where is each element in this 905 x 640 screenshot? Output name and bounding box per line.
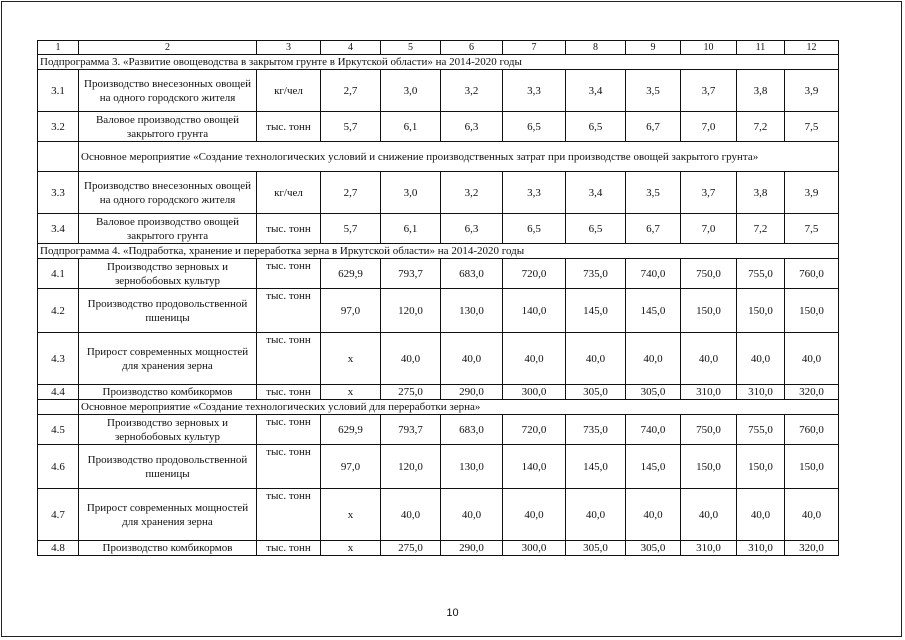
header-row [38, 41, 839, 55]
value-cell: 150,0 [785, 445, 839, 489]
row-number: 4.5 [38, 415, 79, 445]
unit-cell: тыс. тонн [257, 112, 321, 142]
value-cell: 720,0 [503, 259, 566, 289]
table-row [38, 172, 839, 214]
value-cell: 145,0 [566, 445, 626, 489]
indicator-name: Производство зерновых и зернобобовых культур [79, 259, 257, 289]
value-cell: 130,0 [441, 289, 503, 333]
value-cell: 7,2 [737, 112, 785, 142]
value-cell: 150,0 [737, 445, 785, 489]
header-cell: 4 [321, 41, 381, 55]
value-cell: 40,0 [681, 489, 737, 541]
value-cell: 7,5 [785, 214, 839, 244]
value-cell: 6,1 [381, 214, 441, 244]
value-cell: 720,0 [503, 415, 566, 445]
value-cell: 3,3 [503, 70, 566, 112]
value-cell: 5,7 [321, 112, 381, 142]
value-cell: 40,0 [785, 489, 839, 541]
value-cell: 6,3 [441, 214, 503, 244]
value-cell: 305,0 [566, 541, 626, 556]
value-cell: 6,5 [503, 214, 566, 244]
unit-cell: кг/чел [257, 172, 321, 214]
value-cell: 40,0 [785, 333, 839, 385]
value-cell: 275,0 [381, 385, 441, 400]
table-row [38, 112, 839, 142]
value-cell: 740,0 [626, 259, 681, 289]
unit-cell: тыс. тонн [257, 445, 321, 489]
header-cell: 5 [381, 41, 441, 55]
value-cell: 6,5 [566, 112, 626, 142]
value-cell: 120,0 [381, 289, 441, 333]
indicator-name: Производство зерновых и зернобобовых культур [79, 415, 257, 445]
value-cell: 3,7 [681, 70, 737, 112]
value-cell: х [321, 333, 381, 385]
value-cell: 40,0 [566, 489, 626, 541]
value-cell: 3,2 [441, 172, 503, 214]
value-cell: 2,7 [321, 172, 381, 214]
unit-cell: кг/чел [257, 70, 321, 112]
value-cell: 3,5 [626, 172, 681, 214]
indicator-name: Прирост современных мощностей для хранения зерна [79, 333, 257, 385]
header-cell: 11 [737, 41, 785, 55]
value-cell: 290,0 [441, 541, 503, 556]
value-cell: 40,0 [681, 333, 737, 385]
value-cell: 40,0 [503, 489, 566, 541]
value-cell: 5,7 [321, 214, 381, 244]
value-cell: 140,0 [503, 289, 566, 333]
subprogram-row [38, 244, 839, 259]
value-cell: 150,0 [737, 289, 785, 333]
value-cell: 145,0 [626, 289, 681, 333]
value-cell: 750,0 [681, 415, 737, 445]
value-cell: 97,0 [321, 445, 381, 489]
value-cell: 97,0 [321, 289, 381, 333]
value-cell: 150,0 [785, 289, 839, 333]
indicator-name: Прирост современных мощностей для хранения зерна [79, 489, 257, 541]
value-cell: 120,0 [381, 445, 441, 489]
value-cell: 150,0 [681, 289, 737, 333]
subprogram-title: Подпрограмма 3. «Развитие овощеводства в закрытом грунте в Иркутской области» на 2014-2020 годы [38, 55, 839, 70]
value-cell: 7,0 [681, 214, 737, 244]
value-cell: 40,0 [626, 489, 681, 541]
value-cell: 6,5 [566, 214, 626, 244]
value-cell: 7,2 [737, 214, 785, 244]
activity-title: Основное мероприятие «Создание технологических условий и снижение производственных затрат при производстве овощей закрытого грунта» [79, 142, 839, 172]
value-cell: 683,0 [441, 415, 503, 445]
value-cell: 6,3 [441, 112, 503, 142]
header-cell: 7 [503, 41, 566, 55]
activity-number-cell [38, 400, 79, 415]
value-cell: 793,7 [381, 259, 441, 289]
value-cell: 629,9 [321, 415, 381, 445]
value-cell: 7,0 [681, 112, 737, 142]
unit-cell: тыс. тонн [257, 489, 321, 541]
activity-number-cell [38, 142, 79, 172]
row-number: 3.2 [38, 112, 79, 142]
value-cell: 3,8 [737, 172, 785, 214]
row-number: 4.4 [38, 385, 79, 400]
value-cell: 145,0 [626, 445, 681, 489]
indicator-name: Валовое производство овощей закрытого грунта [79, 214, 257, 244]
value-cell: 40,0 [381, 489, 441, 541]
value-cell: 130,0 [441, 445, 503, 489]
value-cell: 755,0 [737, 259, 785, 289]
table-row [38, 489, 839, 541]
value-cell: 300,0 [503, 385, 566, 400]
header-cell: 3 [257, 41, 321, 55]
value-cell: х [321, 489, 381, 541]
value-cell: 3,7 [681, 172, 737, 214]
table-row [38, 541, 839, 556]
table-row [38, 415, 839, 445]
value-cell: 40,0 [566, 333, 626, 385]
value-cell: 6,7 [626, 214, 681, 244]
value-cell: 3,3 [503, 172, 566, 214]
indicator-name: Производство комбикормов [79, 541, 257, 556]
value-cell: 140,0 [503, 445, 566, 489]
value-cell: 793,7 [381, 415, 441, 445]
indicator-name: Производство продовольственной пшеницы [79, 289, 257, 333]
unit-cell: тыс. тонн [257, 259, 321, 289]
value-cell: 310,0 [681, 385, 737, 400]
value-cell: 3,5 [626, 70, 681, 112]
header-cell: 6 [441, 41, 503, 55]
value-cell: 40,0 [626, 333, 681, 385]
unit-cell: тыс. тонн [257, 289, 321, 333]
value-cell: 305,0 [566, 385, 626, 400]
unit-cell: тыс. тонн [257, 214, 321, 244]
value-cell: 320,0 [785, 541, 839, 556]
row-number: 4.1 [38, 259, 79, 289]
table-row [38, 289, 839, 333]
value-cell: 629,9 [321, 259, 381, 289]
value-cell: 735,0 [566, 415, 626, 445]
activity-row [38, 400, 839, 415]
indicators-table [37, 40, 839, 556]
value-cell: 40,0 [441, 333, 503, 385]
value-cell: 40,0 [737, 489, 785, 541]
value-cell: 3,9 [785, 172, 839, 214]
indicator-name: Производство внесезонных овощей на одного городского жителя [79, 70, 257, 112]
value-cell: 310,0 [737, 385, 785, 400]
value-cell: 683,0 [441, 259, 503, 289]
value-cell: 6,5 [503, 112, 566, 142]
table-row [38, 259, 839, 289]
value-cell: 755,0 [737, 415, 785, 445]
indicator-name: Производство комбикормов [79, 385, 257, 400]
value-cell: 40,0 [737, 333, 785, 385]
value-cell: 6,7 [626, 112, 681, 142]
value-cell: 40,0 [503, 333, 566, 385]
unit-cell: тыс. тонн [257, 541, 321, 556]
value-cell: 3,8 [737, 70, 785, 112]
activity-title: Основное мероприятие «Создание технологических условий для переработки зерна» [79, 400, 839, 415]
value-cell: 305,0 [626, 385, 681, 400]
value-cell: 150,0 [681, 445, 737, 489]
value-cell: 310,0 [681, 541, 737, 556]
indicator-name: Производство внесезонных овощей на одного городского жителя [79, 172, 257, 214]
table-row [38, 214, 839, 244]
row-number: 4.3 [38, 333, 79, 385]
value-cell: 40,0 [381, 333, 441, 385]
value-cell: 3,4 [566, 172, 626, 214]
row-number: 3.3 [38, 172, 79, 214]
subprogram-row [38, 55, 839, 70]
value-cell: х [321, 541, 381, 556]
value-cell: 3,4 [566, 70, 626, 112]
value-cell: 6,1 [381, 112, 441, 142]
row-number: 4.2 [38, 289, 79, 333]
value-cell: 760,0 [785, 259, 839, 289]
value-cell: 145,0 [566, 289, 626, 333]
row-number: 4.7 [38, 489, 79, 541]
value-cell: 3,9 [785, 70, 839, 112]
row-number: 3.4 [38, 214, 79, 244]
value-cell: 310,0 [737, 541, 785, 556]
unit-cell: тыс. тонн [257, 333, 321, 385]
header-cell: 1 [38, 41, 79, 55]
header-cell: 2 [79, 41, 257, 55]
unit-cell: тыс. тонн [257, 415, 321, 445]
table-row [38, 385, 839, 400]
table-row [38, 70, 839, 112]
row-number: 3.1 [38, 70, 79, 112]
header-cell: 9 [626, 41, 681, 55]
table-row [38, 333, 839, 385]
value-cell: 320,0 [785, 385, 839, 400]
value-cell: 40,0 [441, 489, 503, 541]
header-cell: 12 [785, 41, 839, 55]
value-cell: 305,0 [626, 541, 681, 556]
value-cell: 290,0 [441, 385, 503, 400]
header-cell: 8 [566, 41, 626, 55]
header-cell: 10 [681, 41, 737, 55]
value-cell: 3,0 [381, 172, 441, 214]
value-cell: 3,0 [381, 70, 441, 112]
value-cell: 7,5 [785, 112, 839, 142]
unit-cell: тыс. тонн [257, 385, 321, 400]
activity-row [38, 142, 839, 172]
value-cell: 760,0 [785, 415, 839, 445]
value-cell: х [321, 385, 381, 400]
indicator-name: Производство продовольственной пшеницы [79, 445, 257, 489]
value-cell: 735,0 [566, 259, 626, 289]
table-body [38, 41, 839, 556]
value-cell: 750,0 [681, 259, 737, 289]
value-cell: 275,0 [381, 541, 441, 556]
value-cell: 300,0 [503, 541, 566, 556]
row-number: 4.6 [38, 445, 79, 489]
page-number: 10 [446, 607, 459, 619]
indicator-name: Валовое производство овощей закрытого грунта [79, 112, 257, 142]
value-cell: 740,0 [626, 415, 681, 445]
subprogram-title: Подпрограмма 4. «Подработка, хранение и переработка зерна в Иркутской области» на 2014-2020 годы [38, 244, 839, 259]
row-number: 4.8 [38, 541, 79, 556]
value-cell: 3,2 [441, 70, 503, 112]
table-row [38, 445, 839, 489]
value-cell: 2,7 [321, 70, 381, 112]
